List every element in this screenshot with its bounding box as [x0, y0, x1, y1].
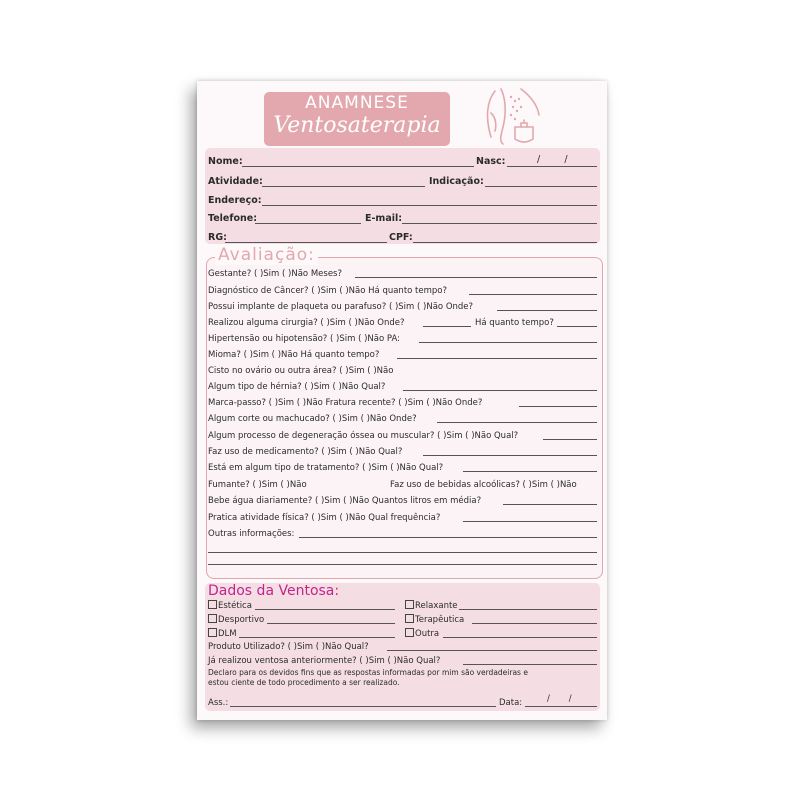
- q-ja-realizou: Já realizou ventosa anteriormente? ( )Sim ( )Não Qual?: [208, 656, 441, 666]
- option-terapeutica[interactable]: Terapêutica: [405, 614, 464, 626]
- q-cisto: Cisto no ovário ou outra área? ( )Sim ( )Não: [208, 366, 394, 376]
- field-email[interactable]: [402, 223, 597, 224]
- cupping-data-title: Dados da Ventosa:: [208, 583, 340, 599]
- q-cancer: Diagnóstico de Câncer? ( )Sim ( )Não Há quanto tempo?: [208, 286, 448, 296]
- field-corte[interactable]: [437, 422, 597, 423]
- title-ventosaterapia: Ventosaterapia: [273, 113, 441, 138]
- option-estetica[interactable]: Estética: [208, 600, 252, 612]
- checkbox-estetica[interactable]: [208, 600, 217, 609]
- q-bebidas: Faz uso de bebidas alcoólicas? ( )Sim ( )Não: [390, 480, 577, 490]
- declaration-line-1: Declaro para os devidos fins que as respostas informadas por mim são verdadeiras e: [208, 668, 528, 677]
- q-atividade-fisica: Pratica atividade física? ( )Sim ( )Não Qual frequência?: [208, 513, 441, 523]
- q-marcapasso: Marca-passo? ( )Sim ( )Não Fratura recente? ( )Sim ( )Não Onde?: [208, 398, 483, 408]
- q-tratamento: Está em algum tipo de tratamento? ( )Sim ( )Não Qual?: [208, 463, 444, 473]
- checkbox-dlm[interactable]: [208, 628, 217, 637]
- field-cpf[interactable]: [413, 242, 597, 243]
- label-rg: RG:: [208, 232, 227, 243]
- option-relaxante[interactable]: Relaxante: [405, 600, 458, 612]
- declaration-line-2: estou ciente de todo procedimento a ser realizado.: [208, 678, 400, 687]
- field-nasc[interactable]: [507, 166, 597, 167]
- label-telefone: Telefone:: [208, 213, 258, 224]
- field-frequencia[interactable]: [463, 521, 597, 522]
- title-anamnese: ANAMNESE: [305, 93, 409, 113]
- field-outras-3[interactable]: [208, 564, 597, 565]
- checkbox-relaxante[interactable]: [405, 600, 414, 609]
- label-email: E-mail:: [365, 213, 403, 224]
- data-slashes: / /: [547, 694, 572, 704]
- field-ja-realizou[interactable]: [463, 664, 597, 665]
- field-atividade[interactable]: [262, 186, 425, 187]
- field-produto[interactable]: [387, 650, 597, 651]
- label-nome: Nome:: [208, 156, 243, 167]
- field-desportivo[interactable]: [267, 623, 395, 624]
- field-outra[interactable]: [443, 637, 597, 638]
- q-agua: Bebe água diariamente? ( )Sim ( )Não Quantos litros em média?: [208, 496, 482, 506]
- field-nome[interactable]: [242, 166, 474, 167]
- field-data[interactable]: [525, 706, 597, 707]
- title-badge: [264, 92, 450, 146]
- field-implante[interactable]: [497, 310, 597, 311]
- label-endereco: Endereço:: [208, 195, 262, 206]
- field-indicacao[interactable]: [485, 186, 597, 187]
- label-cpf: CPF:: [389, 232, 413, 243]
- q-hernia: Algum tipo de hérnia? ( )Sim ( )Não Qual?: [208, 382, 386, 392]
- field-assinatura[interactable]: [230, 706, 496, 707]
- option-desportivo[interactable]: Desportivo: [208, 614, 264, 626]
- field-outras-2[interactable]: [208, 552, 597, 553]
- field-telefone[interactable]: [255, 223, 361, 224]
- q-medicamento: Faz uso de medicamento? ( )Sim ( )Não Qual?: [208, 447, 403, 457]
- q-gestante: Gestante? ( )Sim ( )Não Meses?: [208, 269, 342, 279]
- field-rg[interactable]: [225, 242, 387, 243]
- q-hipertensao: Hipertensão ou hipotensão? ( )Sim ( )Não PA:: [208, 334, 400, 344]
- checkbox-desportivo[interactable]: [208, 614, 217, 623]
- checkbox-terapeutica[interactable]: [405, 614, 414, 623]
- q-cirurgia-tempo: Há quanto tempo?: [475, 318, 554, 328]
- label-atividade: Atividade:: [208, 176, 263, 187]
- field-agua[interactable]: [503, 504, 597, 505]
- q-fumante: Fumante? ( )Sim ( )Não: [208, 480, 307, 490]
- option-outra[interactable]: Outra: [405, 628, 439, 640]
- field-fratura[interactable]: [519, 406, 597, 407]
- checkbox-outra[interactable]: [405, 628, 414, 637]
- label-indicacao: Indicação:: [429, 176, 484, 187]
- anamnese-form-sheet: [197, 81, 607, 720]
- field-estetica[interactable]: [255, 609, 395, 610]
- field-outras-1[interactable]: [299, 537, 597, 538]
- field-cirurgia-onde[interactable]: [423, 326, 471, 327]
- q-outras: Outras informações:: [208, 529, 295, 539]
- cupping-back-logo-icon: [481, 87, 547, 145]
- field-terapeutica[interactable]: [472, 623, 597, 624]
- q-corte: Algum corte ou machucado? ( )Sim ( )Não Onde?: [208, 414, 417, 424]
- field-pa[interactable]: [419, 342, 597, 343]
- field-tratamento[interactable]: [463, 471, 597, 472]
- q-degeneracao: Algum processo de degeneração óssea ou muscular? ( )Sim ( )Não Qual?: [208, 431, 519, 441]
- option-dlm[interactable]: DLM: [208, 628, 237, 640]
- field-degeneracao[interactable]: [543, 439, 597, 440]
- field-dlm[interactable]: [239, 637, 395, 638]
- field-medicamento[interactable]: [423, 455, 597, 456]
- label-ass: Ass.:: [208, 698, 229, 708]
- field-cancer[interactable]: [469, 294, 597, 295]
- q-cirurgia: Realizou alguma cirurgia? ( )Sim ( )Não Onde?: [208, 318, 405, 328]
- field-mioma[interactable]: [397, 358, 597, 359]
- q-implante: Possui implante de plaqueta ou parafuso? ( )Sim ( )Não Onde?: [208, 302, 474, 312]
- evaluation-title: Avaliação:: [215, 245, 318, 265]
- nasc-slashes: / /: [537, 154, 568, 165]
- field-gestante[interactable]: [355, 277, 597, 278]
- field-hernia[interactable]: [403, 390, 597, 391]
- q-produto: Produto Utilizado? ( )Sim ( )Não Qual?: [208, 642, 369, 652]
- field-endereco[interactable]: [262, 205, 597, 206]
- q-mioma: Mioma? ( )Sim ( )Não Há quanto tempo?: [208, 350, 380, 360]
- label-nasc: Nasc:: [476, 156, 506, 167]
- label-data: Data:: [499, 698, 523, 708]
- field-cirurgia-tempo[interactable]: [557, 326, 597, 327]
- field-relaxante[interactable]: [459, 609, 597, 610]
